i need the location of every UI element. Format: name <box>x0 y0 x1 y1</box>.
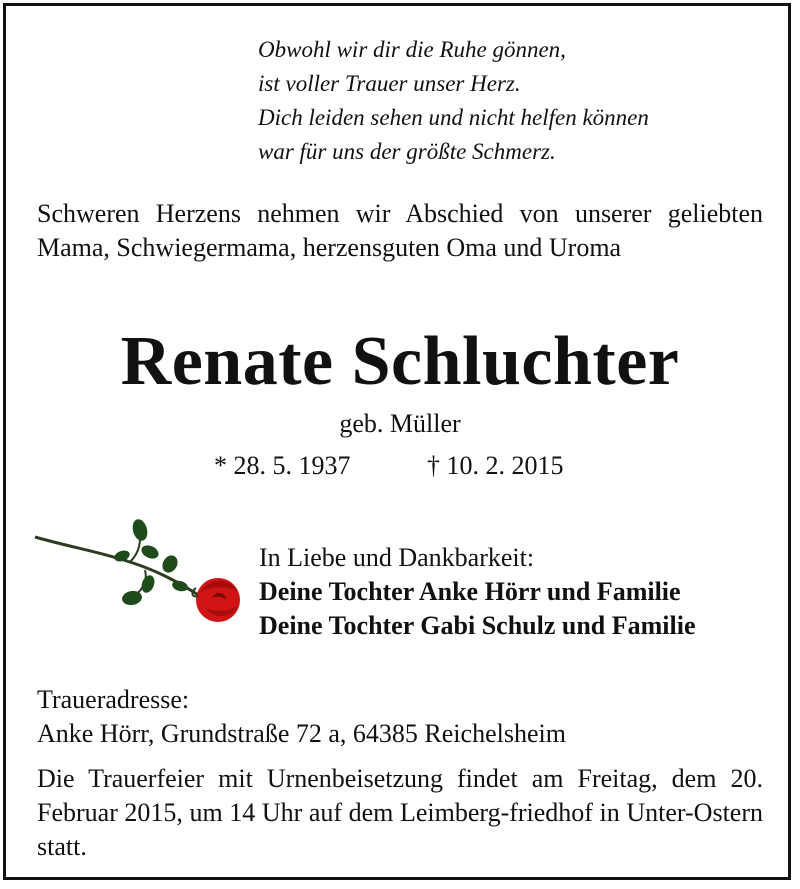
poem-line: Dich leiden sehen und nicht helfen können <box>258 105 649 130</box>
mourning-address <box>37 683 566 751</box>
poem-line: ist voller Trauer unser Herz. <box>258 71 521 96</box>
poem-line: Obwohl wir dir die Ruhe gönnen, <box>258 37 566 62</box>
family-line: Deine Tochter Anke Hörr und Familie <box>259 577 681 606</box>
intro-text: Schweren Herzens nehmen wir Abschied von unserer geliebten Mama, Schwiegermama, herzensguten Oma und Uroma <box>37 199 763 262</box>
birth-date: * 28. 5. 1937 <box>214 451 351 480</box>
deceased-name: Renate Schluchter <box>120 323 680 400</box>
signoff-intro: In Liebe und Dankbarkeit: <box>259 543 535 572</box>
family-line: Deine Tochter Gabi Schulz und Familie <box>259 611 696 640</box>
birth-name: geb. Müller <box>339 409 461 438</box>
signoff <box>259 541 696 643</box>
address-label: Traueradresse: <box>37 685 190 714</box>
poem <box>258 33 649 169</box>
funeral-info: Die Trauerfeier mit Urnenbeisetzung findet am Freitag, dem 20. Februar 2015, um 14 Uhr auf dem Leimberg-friedhof in Unter-Ostern statt. <box>37 764 763 861</box>
death-date: † 10. 2. 2015 <box>427 451 564 480</box>
address-value: Anke Hörr, Grundstraße 72 a, 64385 Reichelsheim <box>37 719 566 748</box>
poem-line: war für uns der größte Schmerz. <box>258 139 556 164</box>
rose-image <box>30 512 250 632</box>
